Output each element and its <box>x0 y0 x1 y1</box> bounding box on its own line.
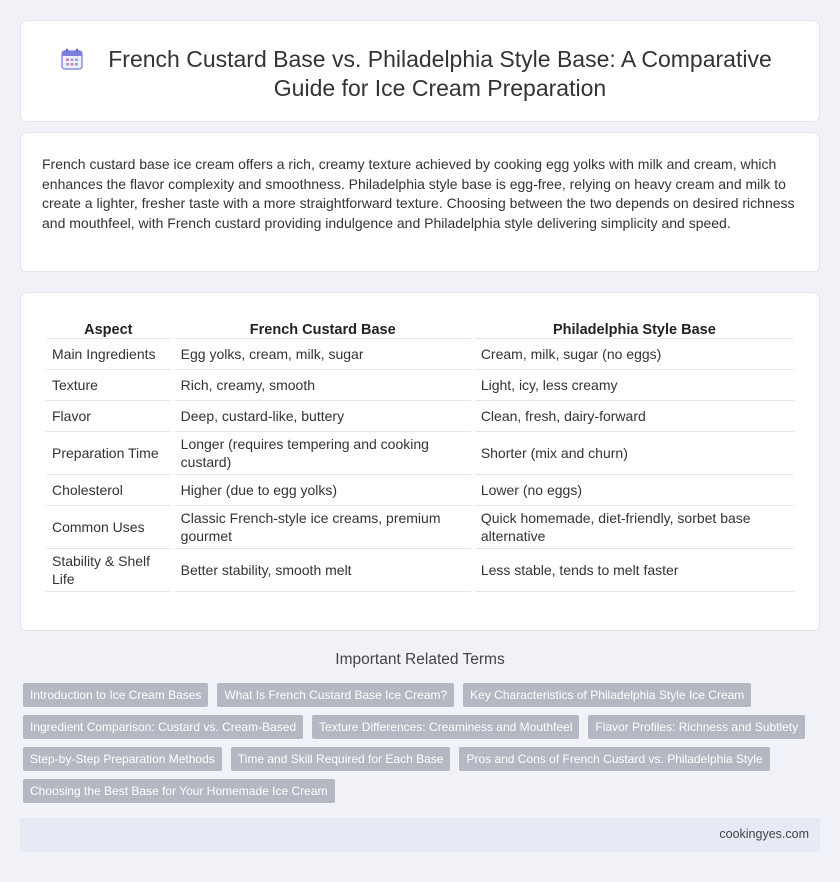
philadelphia-cell: Light, icy, less creamy <box>475 370 794 401</box>
comparison-card <box>20 292 820 631</box>
column-header-aspect: Aspect <box>46 317 171 339</box>
table-row <box>46 432 794 475</box>
table-row <box>46 549 794 592</box>
related-terms-list <box>23 683 813 803</box>
related-term-tag[interactable]: Time and Skill Required for Each Base <box>231 747 451 771</box>
table-row <box>46 475 794 506</box>
french-custard-cell: Deep, custard-like, buttery <box>175 401 471 432</box>
related-term-tag[interactable]: Texture Differences: Creaminess and Mouthfeel <box>312 715 579 739</box>
aspect-cell: Stability & Shelf Life <box>46 549 171 592</box>
table-header-row <box>46 317 794 339</box>
related-term-tag[interactable]: Ingredient Comparison: Custard vs. Cream-Based <box>23 715 303 739</box>
french-custard-cell: Rich, creamy, smooth <box>175 370 471 401</box>
column-header-philadelphia: Philadelphia Style Base <box>475 317 794 339</box>
related-term-tag[interactable]: Step-by-Step Preparation Methods <box>23 747 222 771</box>
title-card <box>20 20 820 122</box>
table-row <box>46 506 794 549</box>
aspect-cell: Main Ingredients <box>46 339 171 370</box>
philadelphia-cell: Quick homemade, diet-friendly, sorbet base alternative <box>475 506 794 549</box>
table-row <box>46 370 794 401</box>
footer <box>20 818 820 852</box>
site-name[interactable]: cookingyes.com <box>719 827 809 841</box>
aspect-cell: Cholesterol <box>46 475 171 506</box>
related-terms-heading: Important Related Terms <box>335 651 505 668</box>
french-custard-cell: Egg yolks, cream, milk, sugar <box>175 339 471 370</box>
intro-paragraph: French custard base ice cream offers a rich, creamy texture achieved by cooking egg yolks with milk and cream, which enhances the flavor complexity and smoothness. Philadelphia style base is egg-free, relying on heavy cream and milk to create a lighter, fresher taste with a more straightforward texture. Choosing between the two depends on desired richness and mouthfeel, with French custard providing indulgence and Philadelphia style delivering simplicity and speed. <box>42 156 795 232</box>
philadelphia-cell: Clean, fresh, dairy-forward <box>475 401 794 432</box>
aspect-cell: Common Uses <box>46 506 171 549</box>
related-term-tag[interactable]: What Is French Custard Base Ice Cream? <box>217 683 454 707</box>
french-custard-cell: Higher (due to egg yolks) <box>175 475 471 506</box>
comparison-table <box>42 317 798 592</box>
related-term-tag[interactable]: Flavor Profiles: Richness and Subtlety <box>588 715 805 739</box>
philadelphia-cell: Shorter (mix and churn) <box>475 432 794 475</box>
related-term-tag[interactable]: Choosing the Best Base for Your Homemade Ice Cream <box>23 779 335 803</box>
aspect-cell: Preparation Time <box>46 432 171 475</box>
philadelphia-cell: Lower (no eggs) <box>475 475 794 506</box>
french-custard-cell: Better stability, smooth melt <box>175 549 471 592</box>
table-row <box>46 339 794 370</box>
philadelphia-cell: Less stable, tends to melt faster <box>475 549 794 592</box>
page-title: French Custard Base vs. Philadelphia Style Base: A Comparative Guide for Ice Cream Preparation <box>108 46 772 101</box>
philadelphia-cell: Cream, milk, sugar (no eggs) <box>475 339 794 370</box>
intro-card <box>20 132 820 272</box>
aspect-cell: Texture <box>46 370 171 401</box>
table-row <box>46 401 794 432</box>
french-custard-cell: Classic French-style ice creams, premium gourmet <box>175 506 471 549</box>
column-header-french-custard: French Custard Base <box>175 317 471 339</box>
french-custard-cell: Longer (requires tempering and cooking custard) <box>175 432 471 475</box>
related-term-tag[interactable]: Introduction to Ice Cream Bases <box>23 683 208 707</box>
related-term-tag[interactable]: Key Characteristics of Philadelphia Style Ice Cream <box>463 683 751 707</box>
aspect-cell: Flavor <box>46 401 171 432</box>
related-term-tag[interactable]: Pros and Cons of French Custard vs. Philadelphia Style <box>459 747 769 771</box>
